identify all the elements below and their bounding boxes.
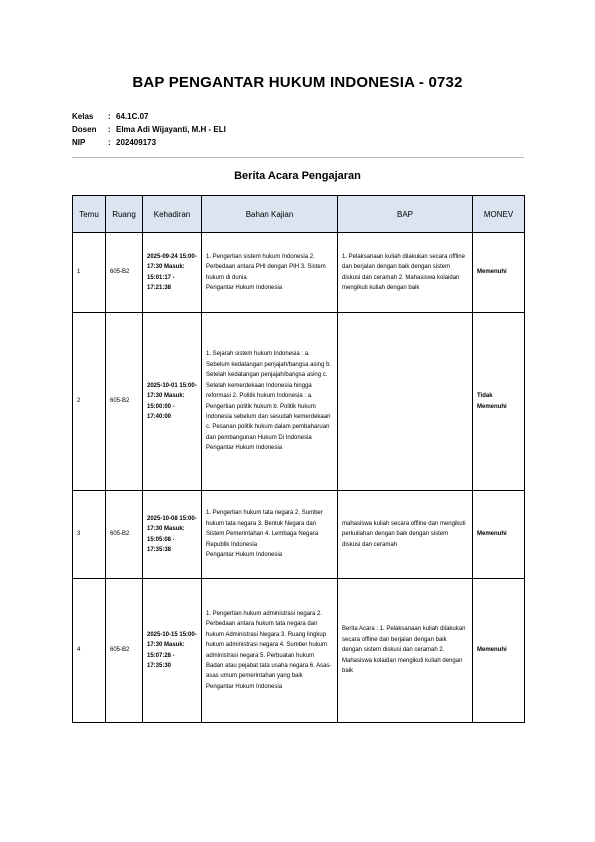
col-header-bahan-kajian: Bahan Kajian bbox=[202, 196, 338, 233]
cell-kehadiran: 2025-10-01 15:00-17:30 Masuk: 15:00:00 - 17:40:00 bbox=[143, 313, 202, 491]
table-row bbox=[73, 313, 525, 491]
cell-kehadiran: 2025-10-15 15:00-17:30 Masuk: 15:07:28 - 17:35:30 bbox=[143, 579, 202, 723]
bap-table bbox=[72, 195, 525, 723]
nip-sep: : bbox=[108, 138, 111, 147]
section-title: Berita Acara Pengajaran bbox=[234, 170, 361, 182]
cell-bap bbox=[338, 313, 473, 491]
divider-line bbox=[72, 157, 524, 158]
col-header-monev: MONEV bbox=[473, 196, 525, 233]
class-info bbox=[72, 110, 226, 149]
dosen-value: Elma Adi Wijayanti, M.H - ELI bbox=[116, 125, 226, 134]
bahan-text: 1. Pengertian sistem hukum Indonesia 2. Perbedaan antara PHI dengan PIH 3. Sistem hukum di dunia bbox=[206, 253, 326, 281]
kelas-sep: : bbox=[108, 112, 111, 121]
col-header-kehadiran: Kehadiran bbox=[143, 196, 202, 233]
cell-temu: 3 bbox=[73, 491, 106, 579]
kelas-label: Kelas bbox=[72, 112, 94, 121]
cell-kehadiran: 2025-09-24 15:00-17:30 Masuk: 15:01:17 - 17:21:38 bbox=[143, 233, 202, 313]
cell-bap: mahasiswa kuliah secara offline dan mengikuti perkuliahan dengan baik dengan sistem diskusi dan ceramah bbox=[338, 491, 473, 579]
cell-temu: 2 bbox=[73, 313, 106, 491]
col-header-ruang: Ruang bbox=[106, 196, 143, 233]
dosen-row bbox=[72, 123, 226, 136]
cell-monev: Tidak Memenuhi bbox=[473, 313, 525, 491]
kelas-row bbox=[72, 110, 226, 123]
cell-monev: Memenuhi bbox=[473, 233, 525, 313]
table-row bbox=[73, 233, 525, 313]
cell-bahan-kajian bbox=[202, 491, 338, 579]
cell-monev: Memenuhi bbox=[473, 491, 525, 579]
table-row bbox=[73, 579, 525, 723]
cell-temu: 1 bbox=[73, 233, 106, 313]
bahan-reference: Pengantar Hukum Indonesia bbox=[206, 683, 283, 690]
cell-bahan-kajian bbox=[202, 579, 338, 723]
table-row bbox=[73, 491, 525, 579]
cell-ruang: 605-B2 bbox=[106, 491, 143, 579]
cell-bap: 1. Pelaksanaan kuliah dilakukan secara offline dan berjalan dengan baik dengan sistem diskusi dan ceramah 2. Mahasiswa kolaidan mengikuti kuliah dengan baik bbox=[338, 233, 473, 313]
nip-value: 202409173 bbox=[116, 138, 157, 147]
col-header-bap: BAP bbox=[338, 196, 473, 233]
bahan-reference: Pengantar Hukum Indonesia bbox=[206, 284, 283, 291]
cell-temu: 4 bbox=[73, 579, 106, 723]
cell-kehadiran: 2025-10-08 15:00-17:30 Masuk: 15:05:08 - 17:35:38 bbox=[143, 491, 202, 579]
dosen-label: Dosen bbox=[72, 125, 97, 134]
nip-row bbox=[72, 136, 226, 149]
cell-bahan-kajian bbox=[202, 313, 338, 491]
kelas-value: 64.1C.07 bbox=[116, 112, 149, 121]
bahan-reference: Pengantar Hukum Indonesia bbox=[206, 552, 283, 559]
bahan-text: 1. Sejarah sistem hukum Indonesia : a. Sebelum kedatangan penjajah/bangsa asing b. Setelah kedatangan penjajah/bangsa asing c. Setelah kemerdekaan Indonesia hingga reformasi 2. Politik hukum Indonesia : a. Pengertian politik hukum b. Politik hukum Indonesia sebelum dan sesudah kemerdekaan c. Pesanan politik hukum dalam pembaharuan dan pembangunan Hukum Di Indonesia bbox=[206, 351, 332, 441]
cell-monev: Memenuhi bbox=[473, 579, 525, 723]
document-title: BAP PENGANTAR HUKUM INDONESIA - 0732 bbox=[132, 74, 463, 91]
nip-label: NIP bbox=[72, 138, 86, 147]
bahan-text: 1. Pengertian hukum administrasi negara 2. Perbedaan antara hukum tata negara dan hukum Administrasi Negara 3. Ruang lingkup hukum administrasi negara 4. Sumber hukum administrasi negara 5. Perbuatan hukum Badan atau pejabat tata usaha negara 6. Asas-asas umum pemerintahan yang baik bbox=[206, 610, 332, 680]
dosen-sep: : bbox=[108, 125, 111, 134]
col-header-temu: Temu bbox=[73, 196, 106, 233]
bahan-text: 1. Pengertian hukum tata negara 2. Sumber hukum tata negara 3. Bentuk Negara dan Sistem Pemerintahan 4. Lembaga Negara Republik Indonesia bbox=[206, 510, 323, 548]
cell-bap: Berita Acara : 1. Pelaksanaan kuliah dilakukan secara offline dan berjalan dengan baik dengan sistem diskusi dan ceramah 2. Mahasiswa kolaidan mengikuti kuliah dengan baik bbox=[338, 579, 473, 723]
bahan-reference: Pengantar Hukum Indonesia bbox=[206, 445, 283, 452]
cell-bahan-kajian bbox=[202, 233, 338, 313]
cell-ruang: 605-B2 bbox=[106, 313, 143, 491]
cell-ruang: 605-B2 bbox=[106, 579, 143, 723]
cell-ruang: 605-B2 bbox=[106, 233, 143, 313]
table-header-row bbox=[73, 196, 525, 233]
